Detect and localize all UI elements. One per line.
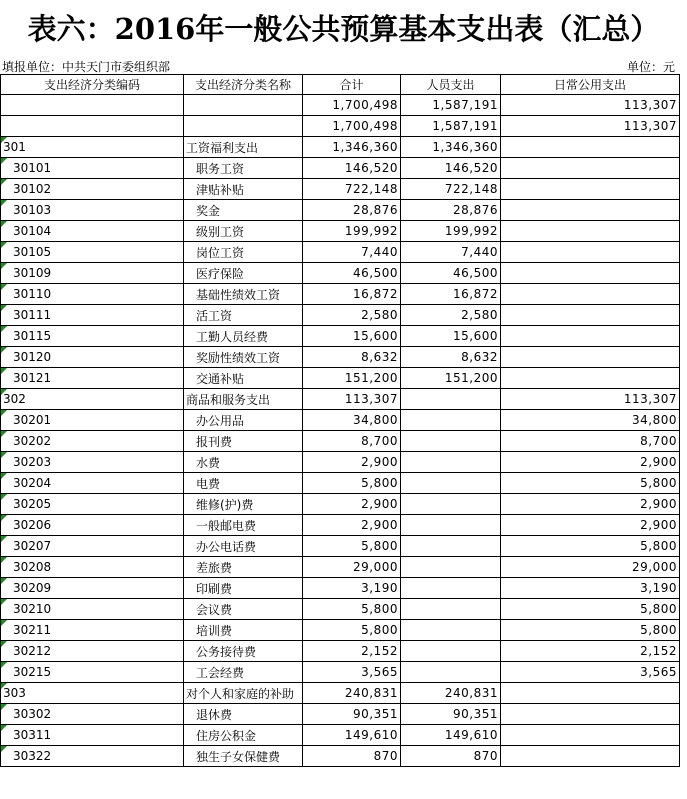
cell-total: 151,200	[303, 368, 401, 389]
table-row	[1, 284, 680, 305]
name-text: 住房公积金	[196, 728, 257, 743]
reporting-unit-label: 填报单位：中共天门市委组织部	[2, 60, 171, 74]
cell-personnel: 28,876	[401, 200, 501, 221]
table-row	[1, 725, 680, 746]
cell-code	[1, 494, 184, 515]
cell-code	[1, 599, 184, 620]
cell-personnel: 151,200	[401, 368, 501, 389]
table-row	[1, 116, 680, 137]
header-total: 合计	[303, 75, 401, 95]
cell-total: 870	[303, 746, 401, 767]
table-row	[1, 305, 680, 326]
cell-total: 34,800	[303, 410, 401, 431]
table-row	[1, 557, 680, 578]
table-row	[1, 242, 680, 263]
code-text: 30121	[13, 371, 52, 385]
cell-total: 15,600	[303, 326, 401, 347]
cell-code	[1, 263, 184, 284]
cell-marker-triangle-icon	[1, 347, 7, 353]
cell-public: 5,800	[501, 599, 680, 620]
cell-marker-triangle-icon	[1, 641, 7, 647]
cell-code	[1, 368, 184, 389]
name-text: 电费	[196, 476, 221, 491]
code-text: 30103	[13, 203, 52, 217]
table-row	[1, 536, 680, 557]
cell-public	[501, 158, 680, 179]
cell-public: 29,000	[501, 557, 680, 578]
code-text: 302	[3, 392, 26, 406]
cell-marker-triangle-icon	[1, 326, 7, 332]
cell-total: 2,900	[303, 452, 401, 473]
table-row	[1, 620, 680, 641]
cell-total: 3,565	[303, 662, 401, 683]
cell-total: 1,346,360	[303, 137, 401, 158]
cell-personnel: 1,587,191	[401, 116, 501, 137]
code-text: 30302	[13, 707, 52, 721]
cell-public	[501, 263, 680, 284]
cell-total: 28,876	[303, 200, 401, 221]
cell-personnel	[401, 473, 501, 494]
cell-public	[501, 137, 680, 158]
header-code: 支出经济分类编码	[1, 75, 184, 95]
code-text: 30201	[13, 413, 52, 427]
budget-table	[0, 74, 680, 767]
cell-name	[184, 557, 303, 578]
cell-public: 8,700	[501, 431, 680, 452]
code-text: 30101	[13, 161, 52, 175]
cell-marker-triangle-icon	[1, 431, 7, 437]
cell-total: 16,872	[303, 284, 401, 305]
cell-name	[184, 305, 303, 326]
cell-name	[184, 179, 303, 200]
cell-code	[1, 452, 184, 473]
cell-personnel: 146,520	[401, 158, 501, 179]
cell-name	[184, 515, 303, 536]
code-text: 30215	[13, 665, 52, 679]
cell-personnel	[401, 494, 501, 515]
cell-total: 5,800	[303, 599, 401, 620]
cell-personnel	[401, 389, 501, 410]
cell-name	[184, 326, 303, 347]
cell-personnel: 46,500	[401, 263, 501, 284]
cell-marker-triangle-icon	[1, 179, 7, 185]
cell-marker-triangle-icon	[1, 494, 7, 500]
cell-code	[1, 221, 184, 242]
cell-code	[1, 389, 184, 410]
name-text: 水费	[196, 455, 221, 470]
cell-code	[1, 431, 184, 452]
cell-personnel	[401, 641, 501, 662]
cell-name	[184, 347, 303, 368]
cell-total: 2,580	[303, 305, 401, 326]
cell-total: 5,800	[303, 473, 401, 494]
cell-code	[1, 620, 184, 641]
name-text: 基础性绩效工资	[196, 287, 281, 302]
cell-public	[501, 305, 680, 326]
name-text: 活工资	[196, 308, 233, 323]
cell-public: 113,307	[501, 389, 680, 410]
cell-name	[184, 746, 303, 767]
cell-code	[1, 683, 184, 704]
table-row	[1, 95, 680, 116]
cell-marker-triangle-icon	[1, 620, 7, 626]
code-text: 30115	[13, 329, 52, 343]
cell-marker-triangle-icon	[1, 263, 7, 269]
cell-code	[1, 242, 184, 263]
table-row	[1, 221, 680, 242]
cell-marker-triangle-icon	[1, 410, 7, 416]
cell-code	[1, 116, 184, 137]
table-row	[1, 641, 680, 662]
cell-code	[1, 662, 184, 683]
cell-personnel: 8,632	[401, 347, 501, 368]
table-header-row	[1, 75, 680, 95]
cell-public	[501, 368, 680, 389]
name-text: 办公电话费	[196, 539, 257, 554]
cell-personnel	[401, 662, 501, 683]
table-row	[1, 200, 680, 221]
name-text: 培训费	[196, 623, 233, 638]
name-text: 工会经费	[196, 665, 245, 680]
cell-name	[184, 158, 303, 179]
name-text: 交通补贴	[196, 371, 245, 386]
cell-marker-triangle-icon	[1, 683, 7, 689]
cell-name	[184, 473, 303, 494]
cell-public: 113,307	[501, 116, 680, 137]
cell-personnel: 1,587,191	[401, 95, 501, 116]
cell-name	[184, 494, 303, 515]
cell-personnel: 2,580	[401, 305, 501, 326]
name-text: 工勤人员经费	[196, 329, 269, 344]
cell-public	[501, 200, 680, 221]
cell-personnel: 7,440	[401, 242, 501, 263]
cell-public: 2,900	[501, 515, 680, 536]
cell-personnel	[401, 515, 501, 536]
cell-personnel	[401, 431, 501, 452]
header-public: 日常公用支出	[501, 75, 680, 95]
code-text: 30105	[13, 245, 52, 259]
cell-code	[1, 704, 184, 725]
name-text: 岗位工资	[196, 245, 245, 260]
cell-name	[184, 431, 303, 452]
page-title: 表六：2016年一般公共预算基本支出表（汇总）	[27, 12, 660, 46]
cell-public: 2,900	[501, 452, 680, 473]
cell-personnel: 722,148	[401, 179, 501, 200]
cell-code	[1, 95, 184, 116]
name-text: 一般邮电费	[196, 518, 257, 533]
cell-code	[1, 326, 184, 347]
code-text: 30204	[13, 476, 52, 490]
code-text: 30109	[13, 266, 52, 280]
code-text: 30120	[13, 350, 52, 364]
cell-personnel: 149,610	[401, 725, 501, 746]
table-row	[1, 452, 680, 473]
cell-code	[1, 641, 184, 662]
cell-personnel: 16,872	[401, 284, 501, 305]
cell-code	[1, 410, 184, 431]
cell-total: 1,700,498	[303, 116, 401, 137]
table-row	[1, 179, 680, 200]
code-text: 30202	[13, 434, 52, 448]
table-row	[1, 599, 680, 620]
cell-personnel	[401, 452, 501, 473]
cell-public: 5,800	[501, 536, 680, 557]
cell-public	[501, 725, 680, 746]
name-text: 印刷费	[196, 581, 233, 596]
cell-code	[1, 473, 184, 494]
cell-total: 199,992	[303, 221, 401, 242]
cell-name	[184, 389, 303, 410]
name-text: 奖励性绩效工资	[196, 350, 281, 365]
cell-total: 2,900	[303, 515, 401, 536]
name-text: 奖金	[196, 203, 221, 218]
cell-personnel: 199,992	[401, 221, 501, 242]
cell-code	[1, 137, 184, 158]
name-text: 职务工资	[196, 161, 245, 176]
code-text: 30110	[13, 287, 52, 301]
table-row	[1, 137, 680, 158]
cell-name	[184, 620, 303, 641]
cell-code	[1, 347, 184, 368]
cell-total: 8,632	[303, 347, 401, 368]
table-row	[1, 494, 680, 515]
cell-public: 5,800	[501, 620, 680, 641]
code-text: 301	[3, 140, 26, 154]
cell-total: 113,307	[303, 389, 401, 410]
cell-public	[501, 221, 680, 242]
name-text: 级别工资	[196, 224, 245, 239]
cell-public	[501, 746, 680, 767]
cell-code	[1, 305, 184, 326]
cell-name	[184, 284, 303, 305]
code-text: 30311	[13, 728, 52, 742]
name-text: 会议费	[196, 602, 233, 617]
cell-name	[184, 452, 303, 473]
cell-total: 3,190	[303, 578, 401, 599]
cell-marker-triangle-icon	[1, 662, 7, 668]
code-text: 30210	[13, 602, 52, 616]
cell-personnel	[401, 410, 501, 431]
cell-marker-triangle-icon	[1, 305, 7, 311]
cell-total: 90,351	[303, 704, 401, 725]
cell-total: 5,800	[303, 536, 401, 557]
cell-name	[184, 263, 303, 284]
header-name: 支出经济分类名称	[184, 75, 303, 95]
name-text: 对个人和家庭的补助	[186, 686, 295, 701]
cell-public	[501, 284, 680, 305]
cell-code	[1, 515, 184, 536]
cell-personnel	[401, 557, 501, 578]
cell-code	[1, 284, 184, 305]
cell-marker-triangle-icon	[1, 200, 7, 206]
cell-public	[501, 326, 680, 347]
cell-name	[184, 368, 303, 389]
table-row	[1, 368, 680, 389]
cell-code	[1, 557, 184, 578]
cell-name	[184, 683, 303, 704]
cell-marker-triangle-icon	[1, 536, 7, 542]
cell-total: 8,700	[303, 431, 401, 452]
cell-code	[1, 179, 184, 200]
code-text: 30111	[13, 308, 52, 322]
code-text: 30206	[13, 518, 52, 532]
cell-marker-triangle-icon	[1, 473, 7, 479]
cell-marker-triangle-icon	[1, 389, 7, 395]
cell-marker-triangle-icon	[1, 242, 7, 248]
cell-total: 46,500	[303, 263, 401, 284]
header-personnel: 人员支出	[401, 75, 501, 95]
cell-total: 5,800	[303, 620, 401, 641]
cell-personnel	[401, 599, 501, 620]
cell-marker-triangle-icon	[1, 221, 7, 227]
cell-public: 3,190	[501, 578, 680, 599]
cell-public	[501, 704, 680, 725]
table-row	[1, 578, 680, 599]
cell-personnel: 870	[401, 746, 501, 767]
cell-public	[501, 347, 680, 368]
cell-marker-triangle-icon	[1, 137, 7, 143]
code-text: 30104	[13, 224, 52, 238]
cell-name	[184, 221, 303, 242]
cell-name	[184, 116, 303, 137]
code-text: 30205	[13, 497, 52, 511]
cell-public: 5,800	[501, 473, 680, 494]
cell-marker-triangle-icon	[1, 704, 7, 710]
table-row	[1, 158, 680, 179]
name-text: 商品和服务支出	[186, 392, 271, 407]
cell-name	[184, 725, 303, 746]
name-text: 独生子女保健费	[196, 749, 281, 764]
cell-marker-triangle-icon	[1, 599, 7, 605]
cell-personnel	[401, 578, 501, 599]
cell-code	[1, 578, 184, 599]
cell-total: 1,700,498	[303, 95, 401, 116]
cell-name	[184, 662, 303, 683]
cell-name	[184, 410, 303, 431]
cell-marker-triangle-icon	[1, 158, 7, 164]
cell-personnel: 90,351	[401, 704, 501, 725]
cell-total: 2,152	[303, 641, 401, 662]
cell-total: 7,440	[303, 242, 401, 263]
cell-marker-triangle-icon	[1, 368, 7, 374]
cell-marker-triangle-icon	[1, 725, 7, 731]
cell-total: 722,148	[303, 179, 401, 200]
cell-name	[184, 704, 303, 725]
table-row	[1, 389, 680, 410]
table-row	[1, 683, 680, 704]
table-row	[1, 431, 680, 452]
cell-code	[1, 200, 184, 221]
cell-code	[1, 536, 184, 557]
table-row	[1, 410, 680, 431]
cell-total: 146,520	[303, 158, 401, 179]
currency-unit-label: 单位：元	[626, 60, 675, 74]
table-row	[1, 473, 680, 494]
name-text: 退休费	[196, 707, 233, 722]
code-text: 30203	[13, 455, 52, 469]
code-text: 30211	[13, 623, 52, 637]
name-text: 工资福利支出	[186, 140, 259, 155]
table-body	[1, 95, 680, 767]
code-text: 30208	[13, 560, 52, 574]
cell-marker-triangle-icon	[1, 452, 7, 458]
name-text: 办公用品	[196, 413, 245, 428]
cell-name	[184, 641, 303, 662]
cell-public: 3,565	[501, 662, 680, 683]
cell-name	[184, 599, 303, 620]
cell-name	[184, 95, 303, 116]
name-text: 差旅费	[196, 560, 233, 575]
cell-personnel	[401, 620, 501, 641]
cell-personnel: 1,346,360	[401, 137, 501, 158]
code-text: 30212	[13, 644, 52, 658]
cell-personnel: 240,831	[401, 683, 501, 704]
code-text: 30209	[13, 581, 52, 595]
table-row	[1, 326, 680, 347]
name-text: 报刊费	[196, 434, 233, 449]
table-row	[1, 347, 680, 368]
table-row	[1, 746, 680, 767]
cell-marker-triangle-icon	[1, 515, 7, 521]
table-row	[1, 515, 680, 536]
name-text: 津贴补贴	[196, 182, 245, 197]
cell-public: 34,800	[501, 410, 680, 431]
table-row	[1, 704, 680, 725]
cell-public: 113,307	[501, 95, 680, 116]
table-row	[1, 263, 680, 284]
cell-marker-triangle-icon	[1, 578, 7, 584]
cell-personnel	[401, 536, 501, 557]
cell-code	[1, 746, 184, 767]
cell-name	[184, 578, 303, 599]
cell-public	[501, 179, 680, 200]
cell-name	[184, 200, 303, 221]
cell-name	[184, 137, 303, 158]
cell-marker-triangle-icon	[1, 284, 7, 290]
name-text: 医疗保险	[196, 266, 245, 281]
cell-total: 240,831	[303, 683, 401, 704]
cell-personnel: 15,600	[401, 326, 501, 347]
code-text: 30102	[13, 182, 52, 196]
cell-name	[184, 242, 303, 263]
cell-name	[184, 536, 303, 557]
cell-marker-triangle-icon	[1, 746, 7, 752]
cell-public	[501, 683, 680, 704]
code-text: 30322	[13, 749, 52, 763]
code-text: 303	[3, 686, 26, 700]
name-text: 公务接待费	[196, 644, 257, 659]
name-text: 维修(护)费	[196, 497, 254, 512]
cell-total: 149,610	[303, 725, 401, 746]
cell-code	[1, 725, 184, 746]
cell-code	[1, 158, 184, 179]
cell-public: 2,900	[501, 494, 680, 515]
cell-public: 2,152	[501, 641, 680, 662]
cell-total: 2,900	[303, 494, 401, 515]
cell-total: 29,000	[303, 557, 401, 578]
cell-public	[501, 242, 680, 263]
cell-marker-triangle-icon	[1, 557, 7, 563]
code-text: 30207	[13, 539, 52, 553]
table-row	[1, 662, 680, 683]
